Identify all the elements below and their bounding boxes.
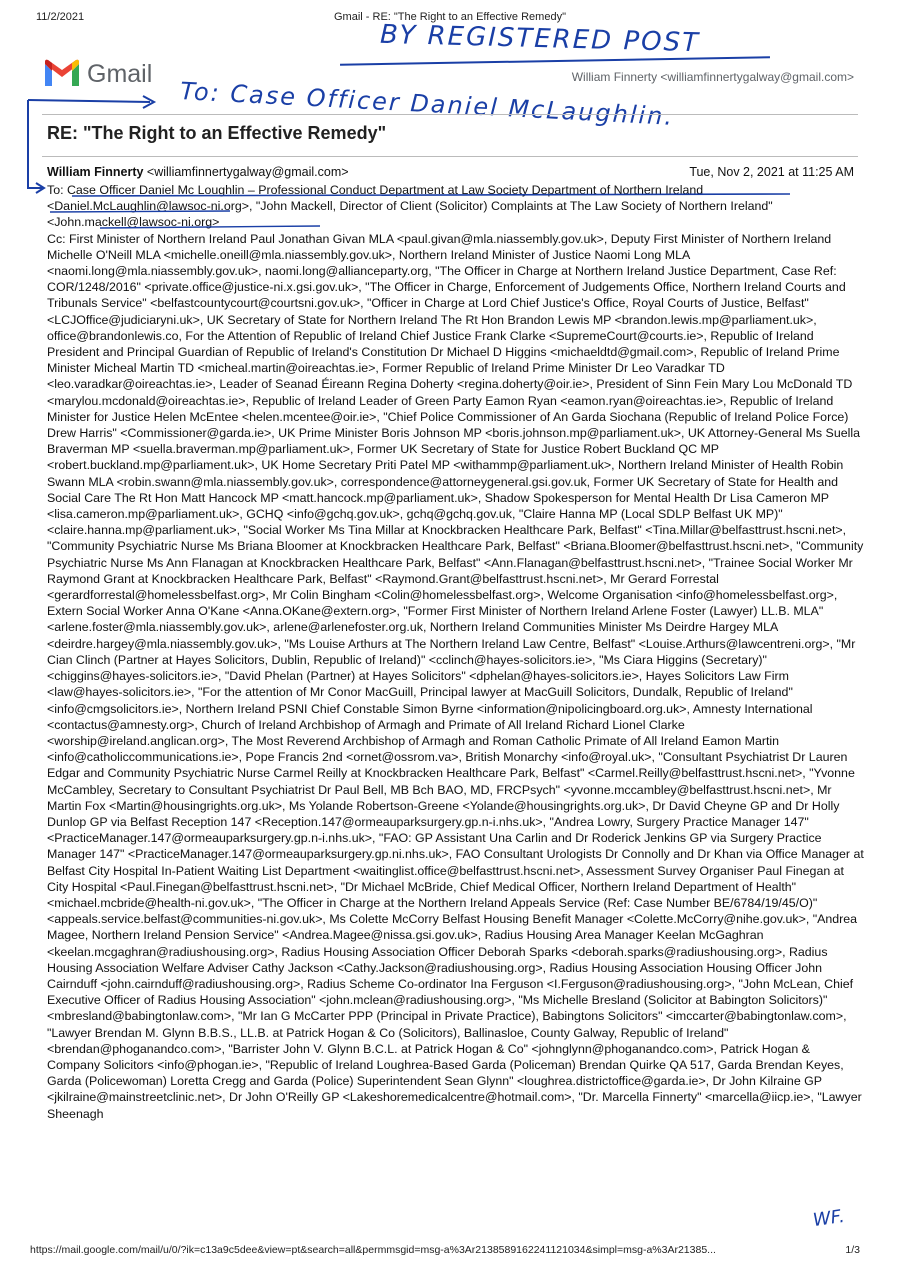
header-divider xyxy=(42,114,858,115)
handwritten-registered-post: BY REGISTERED POST xyxy=(379,19,701,59)
email-subject: RE: "The Right to an Effective Remedy" xyxy=(47,123,387,143)
print-title: Gmail - RE: "The Right to an Effective Remedy" xyxy=(334,11,566,23)
sender-email[interactable]: <williamfinnertygalway@gmail.com> xyxy=(146,165,349,179)
subject-divider xyxy=(42,156,858,157)
footer-page-number: 1/3 xyxy=(845,1244,860,1256)
sender-name: William Finnerty xyxy=(47,165,144,179)
footer-url[interactable]: https://mail.google.com/mail/u/0/?ik=c13a9c5dee&view=pt&search=all&permmsgid=msg-a%3Ar2138589162241121034&simpl=msg-a%3Ar21385... xyxy=(30,1244,716,1256)
account-email: William Finnerty <williamfinnertygalway@gmail.com> xyxy=(571,70,854,84)
print-date: 11/2/2021 xyxy=(36,11,85,23)
handwritten-initials: WF. xyxy=(811,1205,846,1232)
handwritten-to-case-officer: To: Case Officer Daniel McLaughlin. xyxy=(179,77,675,131)
handwritten-underline xyxy=(340,56,770,66)
email-date: Tue, Nov 2, 2021 at 11:25 AM xyxy=(689,165,854,179)
sender xyxy=(47,165,349,179)
cc-line: Cc: First Minister of Northern Ireland Paul Jonathan Givan MLA <paul.givan@mla.niassembly.gov.uk>, Deputy First Minister of Northern Ireland Michelle O'Neill MLA <michelle.oneill@mla.niassembly.gov.uk>, Northern Ireland Minister of Justice Naomi Long MLA <naomi.long@mla.niassembly.gov.uk>, naomi.long@allianceparty.org, "The Officer in Charge at Northern Ireland Justice Department, Case Ref: COR/1248/2016" <private.office@justice-ni.x.gsi.gov.uk>, "The Officer in Charge, Enforcement of Judgements Office, Northern Ireland Courts and Tribunals Service" <belfastcountycourt@courtsni.gov.uk>, "Officer in Charge at Lord Chief Justice's Office, Royal Courts of Justice, Belfast" <LCJOffice@judiciaryni.uk>, UK Secretary of State for Northern Ireland The Rt Hon Brandon Lewis MP <brandon.lewis.mp@parliament.uk>, office@brandonlewis.co, For the Attention of Republic of Ireland Chief Justice Frank Clarke <SupremeCourt@courts.ie>, Republic of Ireland President and Principal Guardian of Republic of Ireland's Constitution Dr Michael D Higgins <michaeldtd@gmail.com>, Republic of Ireland Prime Minister Micheal Martin TD <micheal.martin@oireachtas.ie>, Former Republic of Ireland Prime Minister Dr Leo Varadkar TD <leo.varadkar@oireachtas.ie>, Leader of Seanad Éireann Regina Doherty <regina.doherty@oir.ie>, President of Sinn Fein Mary Lou McDonald TD <marylou.mcdonald@oireachtas.ie>, Republic of Ireland Leader of Green Party Eamon Ryan <eamon.ryan@oireachtas.ie>, Republic of Ireland Minister for Justice Helen McEntee <helen.mcentee@oir.ie>, "Chief Police Commissioner of An Garda Siochana (Republic of Ireland Police Force) Drew Harris" <Commissioner@garda.ie>, UK Prime Minister Boris Johnson MP <boris.johnson.mp@parliament.uk>, UK Attorney-General Ms Suella Braverman MP <suella.braverman.mp@parliament.uk>, Former UK Secretary of State for Justice Robert Buckland QC MP <robert.buckland.mp@parliament.uk>, UK Home Secretary Priti Patel MP <withammp@parliament.uk>, Northern Ireland Minister of Health Robin Swann MLA <robin.swann@mla.niassembly.gov.uk>, correspondence@attorneygeneral.gsi.gov.uk, Former UK Secretary of State for Health and Social Care The Rt Hon Matt Hancock MP <matt.hancock.mp@parliament.uk>, Shadow Spokesperson for Mental Health Dr Lisa Cameron MP <lisa.cameron.mp@parliament.uk>, GCHQ <info@gchq.gov.uk>, gchq@gchq.gov.uk, "Claire Hanna MP (Local SDLP Belfast UK MP)" <claire.hanna.mp@parliament.uk>, "Social Worker Ms Tina Millar at Knockbracken Healthcare Park, Belfast" <Tina.Millar@belfasttrust.hscni.net>, "Community Psychiatric Nurse Ms Briana Bloomer at Knockbracken Healthcare Park, Belfast" <Briana.Bloomer@belfasttrust.hscni.net>, "Community Psychiatric Nurse Ms Ann Flanagan at Knockbracken Healthcare Park, Belfast" <Ann.Flanagan@belfasttrust.hscni.net>, "Trainee Social Worker Mr Raymond Grant at Knockbracken Healthcare Park, Belfast" <Raymond.Grant@belfasttrust.hscni.net>, Mr Gerard Forrestal <gerardforrestal@homelessbelfast.org>, Mr Colin Bingham <Colin@homelessbelfast.org>, Welcome Organisation <info@homelessbelfast.org>, Extern Social Worker Anna O'Kane <Anna.OKane@extern.org>, "Former First Minister of Northern Ireland Arlene Foster (Lawyer) LL.B. MLA" <arlene.foster@mla.niassembly.gov.uk>, arlene@arlenefoster.org.uk, Northern Ireland Communities Minister Ms Deirdre Hargey MLA <deirdre.hargey@mla.niassembly.gov.uk>, "Ms Louise Arthurs at The Northern Ireland Law Centre, Belfast" <Louise.Arthurs@lawcentreni.org>, "Mr Cian Clinch (Partner at Hayes Solicitors, Dublin, Republic of Ireland)" <cclinch@hayes-solicitors.ie>, "Ms Ciara Higgins (Secretary)" <chiggins@hayes-solicitors.ie>, "David Phelan (Partner) at Hayes Solicitors" <dphelan@hayes-solicitors.ie>, Hayes Solicitors Law Firm <law@hayes-solicitors.ie>, "For the attention of Mr Conor MacGuill, Principal lawyer at MacGuill Solicitors, Dundalk, Republic of Ireland" <info@cmgsolicitors.ie>, Northern Ireland PSNI Chief Constable Simon Byrne <information@nipolicingboard.org.uk>, Amnesty International <contactus@amnesty.org>, Church of Ireland Archbishop of Armagh and Primate of All Ireland Richard Lionel Clarke <worship@ireland.anglican.org>, The Most Reverend Archbishop of Armagh and Roman Catholic Primate of All Ireland Eamon Martin <info@catholiccommunications.ie>, Pope Francis 2nd <ornet@ossrom.va>, British Monarchy <info@royal.uk>, "Consultant Psychiatrist Dr Lauren Edgar and Community Psychiatric Nurse Carmel Reilly at Knockbracken Healthcare Park, Belfast" <Carmel.Reilly@belfasttrust.hscni.net>, "Yvonne McCambley, Secretary to Consultant Psychiatrist Dr Paul Bell, MB Bch BAO, MD, FRCPsych" <yvonne.mccambley@belfasttrust.hscni.net>, Mr Martin Fox <Martin@housingrights.org.uk>, Ms Yolande Robertson-Greene <Yolande@housingrights.org.uk>, Dr David Cheyne GP and Dr Holly Dunlop GP via Belfast Reception 147 <Reception.147@ormeauparksurgery.gp.n-i.nhs.uk>, "Andrea Lowry, Surgery Practice Manager 147" <PracticeManager.147@ormeauparksurgery.gp.n-i.nhs.uk>, "FAO: GP Assistant Una Carlin and Dr Roderick Jenkins GP via Surgery Practice Manager 147" <PracticeManager.147@ormeauparksurgery.gp.ni.nhs.uk>, FAO Consultant Urologists Dr Connolly and Dr Khan via Office Manager at Belfast City Hospital In-Patient Waiting List Department <waitinglist.office@belfasttrust.hscni.net>, Assessment Survey Organiser Paul Finegan at City Hospital <Paul.Finegan@belfasttrust.hscni.net>, "Dr Michael McBride, Chief Medical Officer, Northern Ireland Department of Health" <michael.mcbride@health-ni.gov.uk>, "The Officer in Charge at the Northern Ireland Appeals Service (Ref: Case Number BE/6784/19/45/O)" <appeals.service.belfast@communities-ni.gov.uk>, Ms Colette McCorry Belfast Housing Benefit Manager <Colette.McCorry@nihe.gov.uk>, "Andrea Magee, Northern Ireland Pension Service" <Andrea.Magee@nissa.gsi.gov.uk>, Radius Housing Area Manager Keelan McGaghran <keelan.mcgaghran@radiushousing.org>, Radius Housing Association Officer Deborah Sparks <deborah.sparks@radiushousing.org>, Radius Housing Association Welfare Adviser Cathy Jackson <Cathy.Jackson@radiushousing.org>, Radius Housing Association Housing Officer John Cairnduff <john.cairnduff@radiushousing.org>, Radius Scheme Co-ordinator Ina Ferguson <I.Ferguson@radiushousing.org>, "John McLean, Chief Executive Officer of Radius Housing Association" <john.mclean@radiushousing.org>, "Ms Michelle Bresland (Solicitor at Babington Solicitors)" <mbresland@babingtonlaw.com>, "Mr Ian G McCarter PPP (Principal in Private Practice), Babingtons Solicitors" <imccarter@babingtonlaw.com>, "Lawyer Brendan M. Glynn B.B.S., LL.B. at Patrick Hogan & Co (Solicitors), Ballinasloe, County Galway, Republic of Ireland" <brendan@phoganandco.com>, "Barrister John V. Glynn B.C.L. at Patrick Hogan & Co" <johnglynn@phoganandco.com>, Patrick Hogan & Company Solicitors <info@phogan.ie>, "Republic of Ireland Loughrea-Based Garda (Policeman) Brendan Quirke QA 517, Garda Brendan Keyes, Garda (Policewoman) Loretta Cregg and Garda (Police) Superintendent Sean Glynn" <loughrea.districtoffice@garda.ie>, Dr John Kilraine GP <jkilraine@mainstreetclinic.net>, Dr John O'Reilly GP <Lakeshoremedicalcentre@hotmail.com>, "Dr. Marcella Finnerty" <marcella@iicp.ie>, "Lawyer Sheenagh xyxy=(47,231,864,1121)
email-recipients xyxy=(47,182,865,1122)
to-line: To: Case Officer Daniel Mc Loughlin – Professional Conduct Department at Law Society Department of Northern Ireland <Daniel.McLaughlin@lawsoc-ni.org>, "John Mackell, Director of Client (Solicitor) Complaints at The Law Society of Northern Ireland" <John.mackell@lawsoc-ni.org> xyxy=(47,183,773,230)
gmail-wordmark: Gmail xyxy=(87,60,153,88)
gmail-logo-icon xyxy=(42,58,82,88)
